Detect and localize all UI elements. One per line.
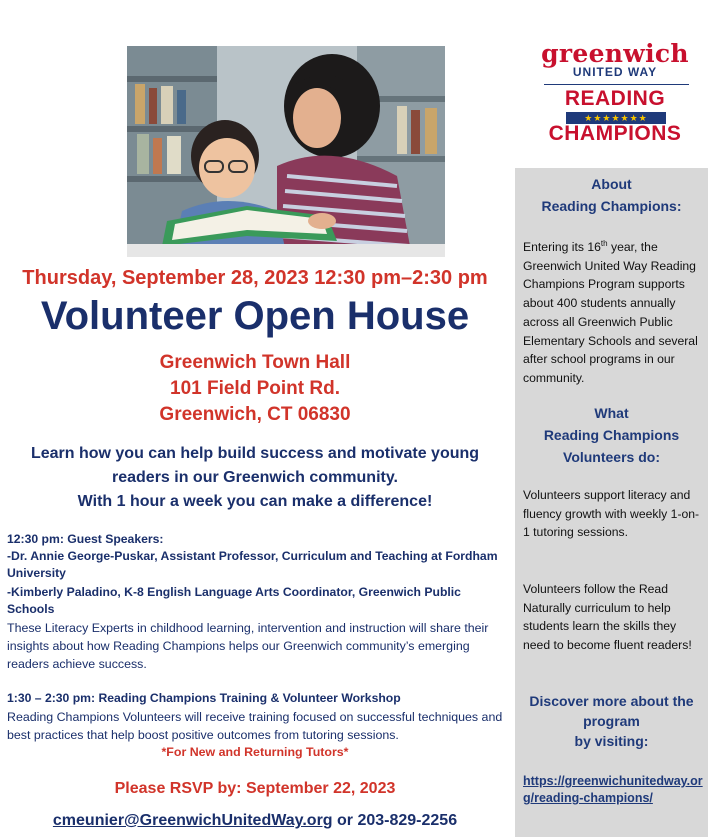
rsvp-phone: or 203-829-2256 <box>332 812 458 829</box>
logo-reading: READING <box>564 87 666 110</box>
logo-united-way: UNITED WAY <box>572 65 658 79</box>
intro-line-1: Learn how you can help build success and motivate young <box>30 445 480 462</box>
tutoring-illustration <box>127 46 445 257</box>
about-sidebar <box>515 168 708 837</box>
contact-line <box>0 810 510 832</box>
workshop-heading: 1:30 – 2:30 pm: Reading Champions Training & Volunteer Workshop <box>7 691 401 705</box>
about-heading-1: About <box>591 176 632 192</box>
venue-city: Greenwich, CT 06830 <box>159 404 351 425</box>
what-heading-1: What <box>594 405 629 421</box>
venue-name: Greenwich Town Hall <box>159 352 351 373</box>
about-text-end: year, the Greenwich United Way Reading Champions Program supports about 400 students annually across all Greenwich Public Elementary Schools and several after school programs in our community. <box>523 240 698 385</box>
event-title: Volunteer Open House <box>40 294 470 338</box>
event-date: Thursday, September 28, 2023 12:30 pm–2:30 pm <box>22 267 488 289</box>
tutors-note: *For New and Returning Tutors* <box>161 745 349 759</box>
discover-heading-2: program <box>583 713 640 729</box>
logo-divider <box>544 84 689 85</box>
rsvp-email-link[interactable]: cmeunier@GreenwichUnitedWay.org <box>52 812 333 829</box>
what-heading-2: Reading Champions <box>543 427 680 443</box>
about-text-sup: th <box>600 239 608 248</box>
program-link[interactable]: https://greenwichunitedway.org/reading-champions/ <box>523 774 703 805</box>
what-heading-3: Volunteers do: <box>563 449 660 465</box>
experts-paragraph: These Literacy Experts in childhood learning, intervention and instruction will share their insights about how Reading Champions helps our Greenwich community’s emerging readers achieve success. <box>7 621 489 671</box>
greenwich-united-way-logo <box>530 40 700 152</box>
venue-street: 101 Field Point Rd. <box>170 378 340 399</box>
logo-greenwich: greenwich <box>541 39 689 68</box>
volunteer-photo <box>127 46 445 257</box>
speakers-heading: 12:30 pm: Guest Speakers: <box>7 532 164 546</box>
rsvp-label: Please RSVP by: September 22, 2023 <box>114 780 396 797</box>
discover-heading-3: by visiting: <box>574 733 649 749</box>
speaker-2: -Kimberly Paladino, K-8 English Language Arts Coordinator, Greenwich Public Schools <box>7 585 461 616</box>
logo-champions: CHAMPIONS <box>548 122 682 145</box>
about-paragraph <box>523 235 704 388</box>
about-text-start: Entering its 16 <box>523 240 601 255</box>
workshop-paragraph: Reading Champions Volunteers will receive training focused on successful techniques and best practices that help boost positive outcomes from tutoring sessions. <box>7 710 503 742</box>
speaker-1: -Dr. Annie George-Puskar, Assistant Professor, Curriculum and Teaching at Fordham University <box>7 549 498 580</box>
logo-stars-icon: ★★★★★★★ <box>566 112 666 124</box>
discover-heading-1: Discover more about the <box>529 693 694 709</box>
what-paragraph-2: Volunteers follow the Read Naturally curriculum to help students learn the skills they need to become fluent readers! <box>523 582 692 653</box>
what-paragraph-1: Volunteers support literacy and fluency growth with weekly 1-on-1 tutoring sessions. <box>523 488 700 540</box>
intro-line-3: With 1 hour a week you can make a difference! <box>77 493 433 510</box>
intro-line-2: readers in our Greenwich community. <box>112 469 398 486</box>
about-heading-2: Reading Champions: <box>541 198 682 214</box>
